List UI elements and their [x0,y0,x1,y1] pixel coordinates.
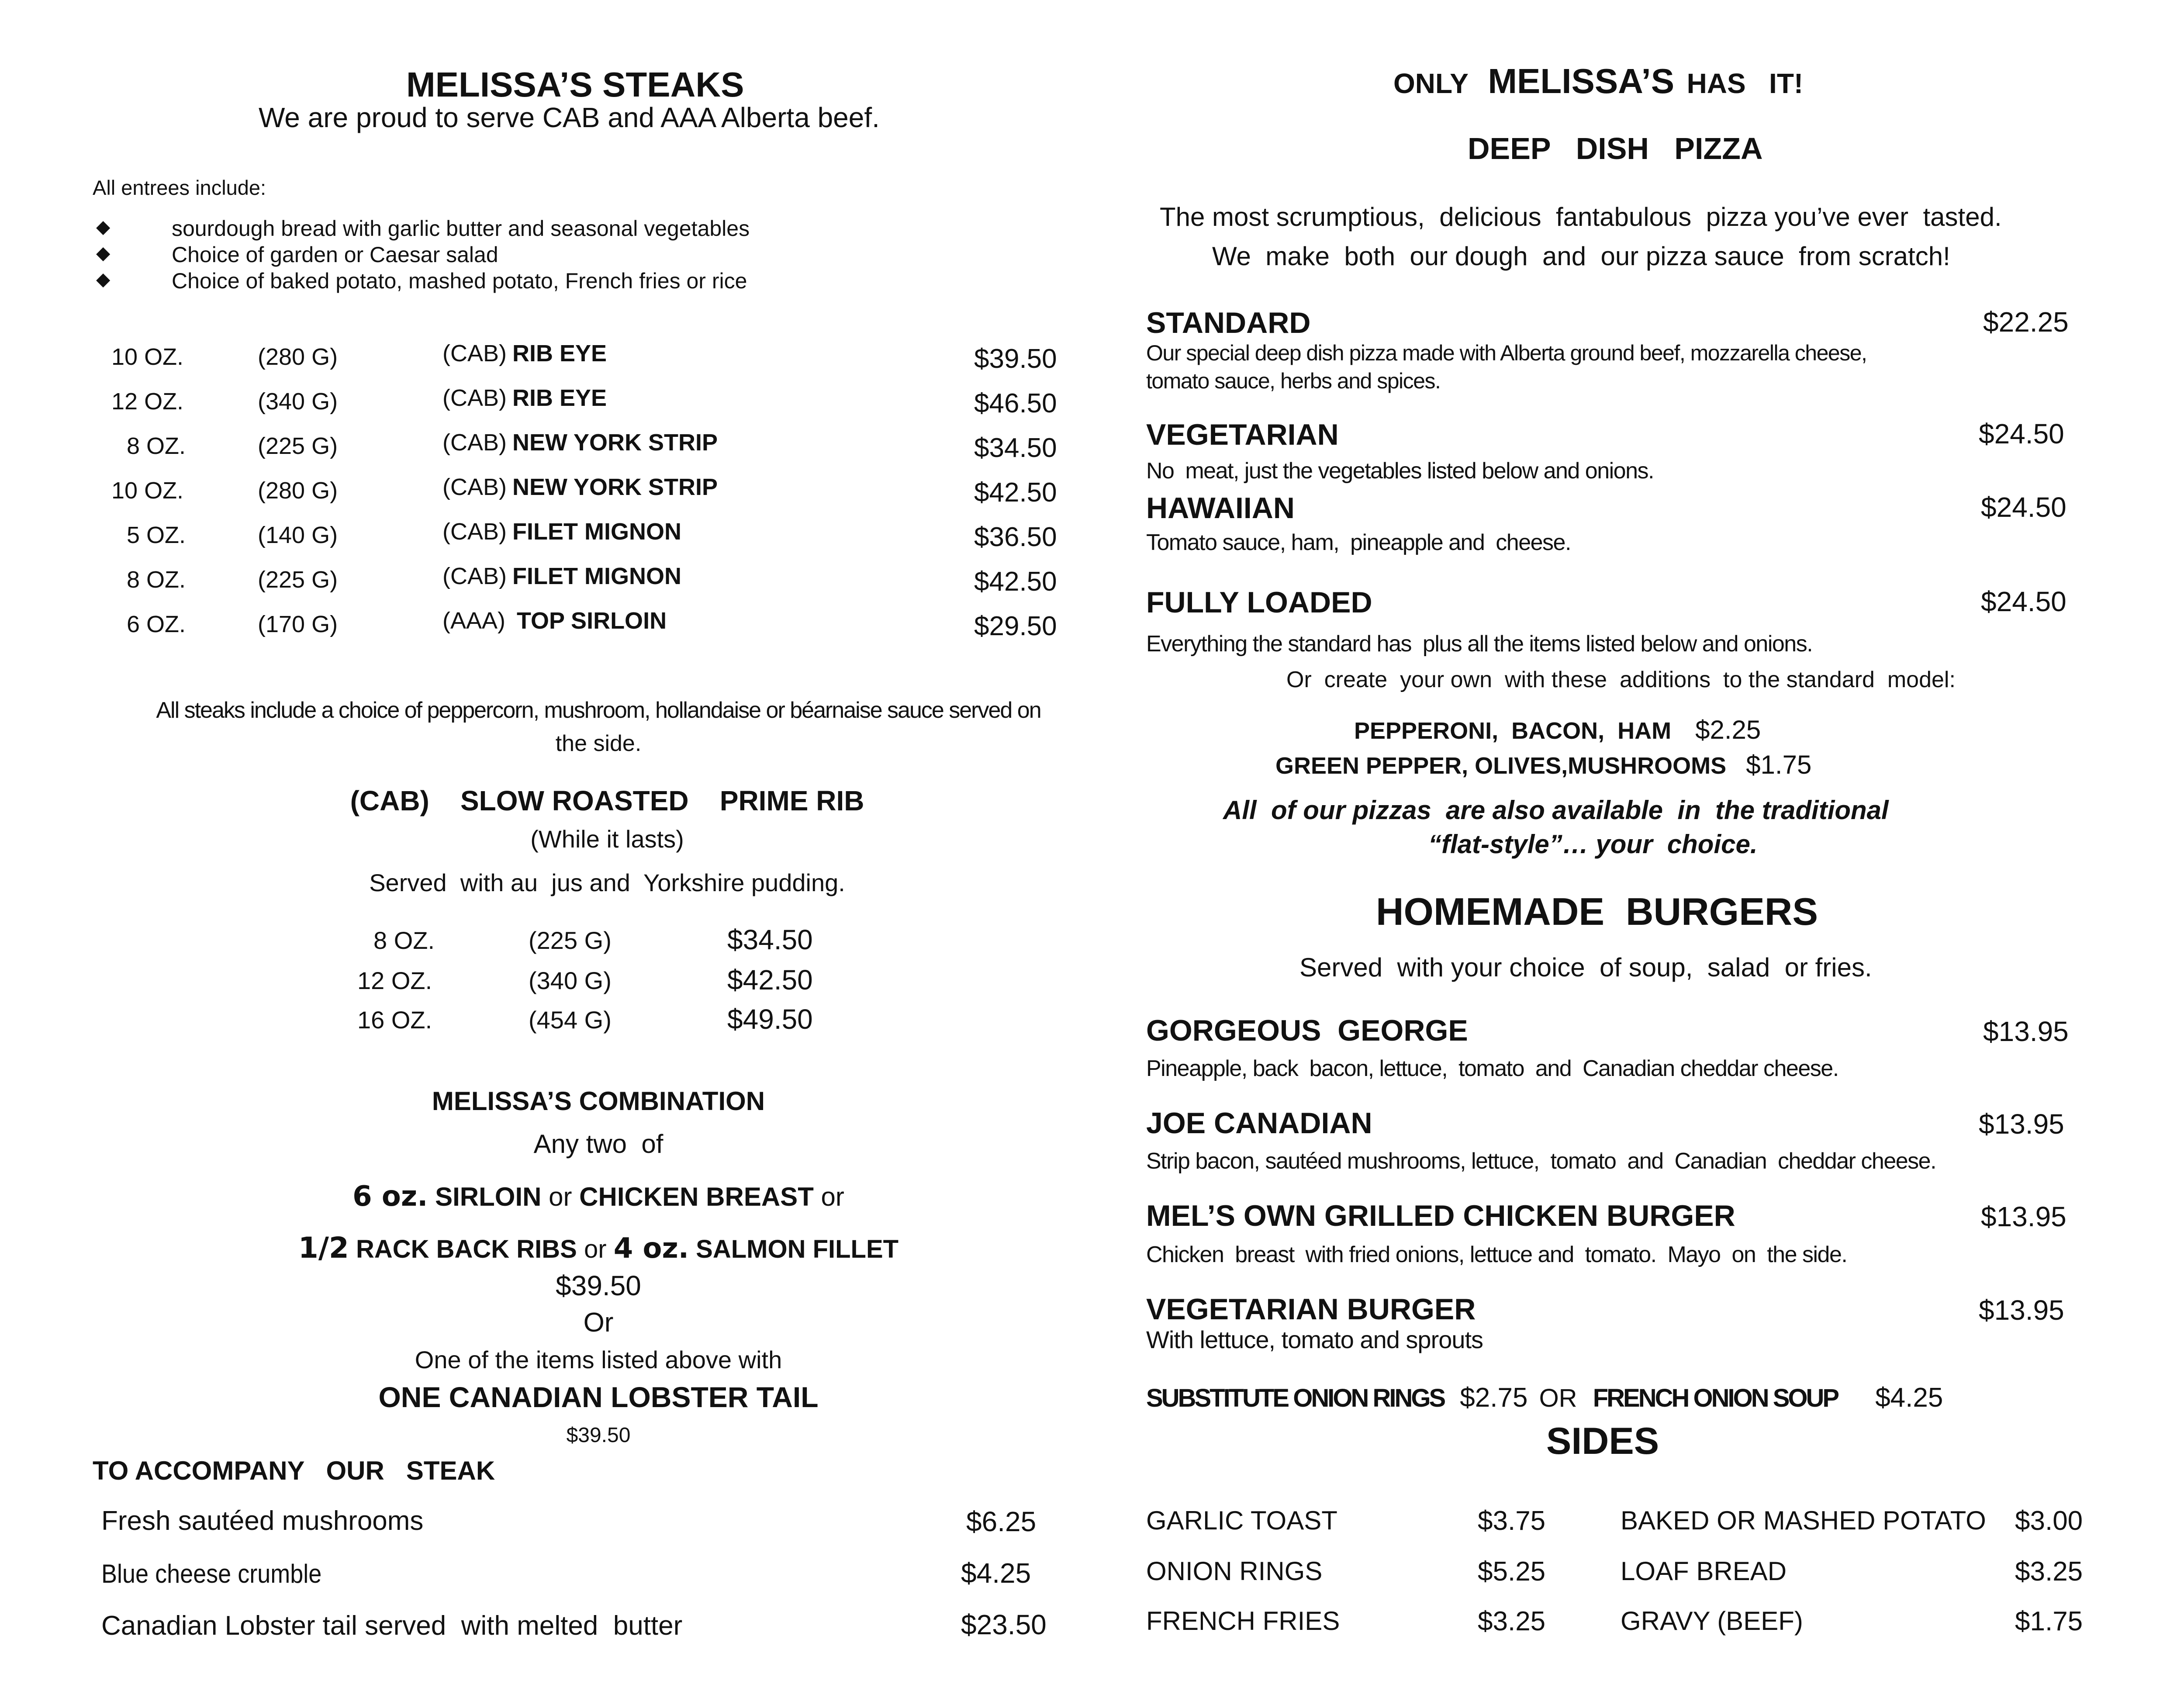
prime-rib-grams: (454 G) [529,1006,612,1034]
burger-desc: Chicken breast with fried onions, lettuce and tomato. Mayo on the side. [1146,1242,1847,1267]
combo-oz: 6 oz. [352,1180,428,1213]
steak-price: $42.50 [974,477,1057,508]
prime-rib-grams: (225 G) [529,927,612,954]
steak-grade: (AAA) [442,608,506,634]
steak-oz: 12 OZ. [111,388,184,415]
headline-only: ONLY [1393,68,1469,99]
side-name: BAKED OR MASHED POTATO [1621,1506,1986,1535]
combo-any: Any two of [533,1129,663,1159]
burger-name: GORGEOUS GEORGE [1146,1014,1468,1047]
include-item: Choice of baked potato, mashed potato, French fries or rice [172,269,747,293]
steak-oz: 8 OZ. [127,433,186,459]
steak-name: FILET MIGNON [512,563,681,589]
pizza-price: $24.50 [1979,418,2064,450]
substitute-price: $2.75 [1460,1383,1528,1413]
addition-row [1354,715,1761,745]
side-price: $3.25 [1478,1606,1546,1636]
combo-item: CHICKEN BREAST [579,1182,814,1211]
pizza-name: HAWAIIAN [1146,491,1295,525]
side-name: GARLIC TOAST [1146,1506,1337,1535]
substitute-onion-soup: FRENCH ONION SOUP [1593,1384,1838,1412]
burger-price: $13.95 [1979,1108,2064,1140]
headline-has-it: HAS IT! [1686,68,1804,99]
sauce-note-2: the side. [555,731,642,756]
steak-grams: (280 G) [258,477,338,504]
substitute-line [1146,1382,1943,1413]
burger-name: JOE CANADIAN [1146,1107,1372,1140]
addition-row [1275,750,1811,780]
steak-price: $46.50 [974,388,1057,419]
burger-price: $13.95 [1981,1201,2067,1232]
steak-grade: (CAB) [442,474,507,500]
pizza-intro-1: The most scrumptious, delicious fantabulous pizza you’ve ever tasted. [1160,202,2002,232]
prime-rib-oz: 16 OZ. [357,1006,432,1034]
combo-item: RACK BACK RIBS [356,1235,577,1263]
steak-oz: 5 OZ. [127,522,186,548]
steak-grams: (140 G) [258,522,338,548]
pizza-title: DEEP DISH PIZZA [1468,131,1763,166]
combo-line-1 [0,1180,1197,1213]
substitute-price: $4.25 [1875,1383,1943,1413]
substitute-onion-rings: SUBSTITUTE ONION RINGS [1146,1384,1444,1412]
burger-price: $13.95 [1983,1016,2069,1047]
addition-items: PEPPERONI, BACON, HAM [1354,718,1672,744]
combo-or: or [584,1235,607,1263]
burgers-title: HOMEMADE BURGERS [1376,890,1818,933]
flat-style-note-2: “flat-style”… your choice. [1428,830,1758,859]
headline-brand: MELISSA’S [1488,62,1675,100]
side-price: $1.75 [2015,1606,2083,1636]
steak-grams: (225 G) [258,433,338,459]
steak-grade: (CAB) [442,519,507,545]
prime-rib-note: (While it lasts) [530,825,684,853]
steak-grams: (280 G) [258,344,338,370]
burger-desc: Pineapple, back bacon, lettuce, tomato and Canadian cheddar cheese. [1146,1056,1838,1081]
side-price: $3.25 [2015,1557,2083,1587]
pizza-price: $24.50 [1981,586,2067,617]
steak-grade: (CAB) [442,429,507,456]
steak-oz: 8 OZ. [127,567,186,593]
prime-rib-served: Served with au jus and Yorkshire pudding. [369,869,845,896]
pizza-intro-2: We make both our dough and our pizza sauce from scratch! [1212,242,1950,271]
combo-item: SALMON FILLET [696,1235,899,1263]
prime-rib-oz: 8 OZ. [373,927,435,954]
combo-or: or [821,1182,844,1211]
burgers-served: Served with your choice of soup, salad or fries. [1299,953,1872,982]
pizza-desc: Our special deep dish pizza made with Alberta ground beef, mozzarella cheese, tomato sauce, herbs and spices. [1146,341,1867,393]
burger-price: $13.95 [1979,1294,2064,1326]
pizza-desc: Tomato sauce, ham, pineapple and cheese. [1146,530,1571,555]
burger-desc: Strip bacon, sautéed mushrooms, lettuce, tomato and Canadian cheddar cheese. [1146,1148,1936,1174]
bullet-icon: ◆ [96,242,111,263]
burger-name: VEGETARIAN BURGER [1146,1293,1476,1326]
bullet-icon: ◆ [96,269,111,289]
headline [1393,61,1803,101]
steak-name: FILET MIGNON [512,519,681,545]
accompany-name: Blue cheese crumble [101,1559,322,1588]
steak-name: NEW YORK STRIP [512,429,718,456]
steak-grams: (340 G) [258,388,338,415]
steak-grams: (170 G) [258,611,338,637]
combo-item: SIRLOIN [435,1182,542,1211]
side-price: $5.25 [1478,1557,1546,1587]
addition-price: $1.75 [1746,750,1812,779]
steak-price: $29.50 [974,611,1057,641]
accompany-price: $4.25 [961,1557,1031,1589]
combo-oz: 4 oz. [613,1232,689,1265]
addition-items: GREEN PEPPER, OLIVES,MUSHROOMS [1275,753,1727,779]
sides-title: SIDES [1546,1420,1659,1462]
addition-price: $2.25 [1695,715,1761,744]
include-item: sourdough bread with garlic butter and seasonal vegetables [172,216,750,241]
accompany-name: Canadian Lobster tail served with melted butter [101,1611,683,1641]
prime-rib-title: (CAB) SLOW ROASTED PRIME RIB [350,785,864,816]
pizza-name: VEGETARIAN [1146,418,1339,451]
pizza-name: STANDARD [1146,306,1311,339]
substitute-or: OR [1539,1384,1577,1412]
pizza-name: FULLY LOADED [1146,586,1372,619]
steak-grade: (CAB) [442,385,507,411]
pizza-burger-column [1109,0,2184,1688]
steak-price: $39.50 [974,344,1057,374]
bullet-icon: ◆ [96,216,111,237]
combo-line-2 [0,1231,1197,1265]
flat-style-note: All of our pizzas are also available in the traditional [1223,796,1889,825]
steak-grade: (CAB) [442,563,507,589]
steak-name: RIB EYE [512,340,607,367]
accompany-price: $6.25 [966,1506,1037,1537]
burger-desc: With lettuce, tomato and sprouts [1146,1326,1483,1353]
entrees-intro: All entrees include: [93,176,266,199]
create-own: Or create your own with these additions to the standard model: [1286,667,1956,692]
prime-rib-oz: 12 OZ. [357,967,432,994]
pizza-price: $24.50 [1981,491,2067,523]
sauce-note: All steaks include a choice of peppercorn, mushroom, hollandaise or béarnaise sauce served on [156,698,1041,723]
side-name: FRENCH FRIES [1146,1606,1340,1636]
accompany-title: TO ACCOMPANY OUR STEAK [93,1456,495,1485]
burger-name: MEL’S OWN GRILLED CHICKEN BURGER [1146,1199,1735,1232]
side-name: LOAF BREAD [1621,1557,1787,1586]
side-name: GRAVY (BEEF) [1621,1606,1803,1636]
combo-lobster: ONE CANADIAN LOBSTER TAIL [378,1381,819,1413]
steak-name: TOP SIRLOIN [517,608,667,634]
steak-name: NEW YORK STRIP [512,474,718,500]
prime-rib-grams: (340 G) [529,967,612,994]
steak-price: $34.50 [974,433,1057,463]
steak-grade: (CAB) [442,340,507,367]
side-name: ONION RINGS [1146,1557,1323,1586]
pizza-price: $22.25 [1983,306,2069,338]
steaks-subtitle: We are proud to serve CAB and AAA Alberta beef. [259,102,880,133]
accompany-price: $23.50 [961,1609,1047,1640]
combo-oz: 1/2 [298,1231,349,1265]
pizza-desc: No meat, just the vegetables listed below and onions. [1146,458,1654,484]
steak-price: $36.50 [974,522,1057,552]
side-price: $3.00 [2015,1506,2083,1536]
combo-items-with: One of the items listed above with [415,1346,782,1373]
steaks-title: MELISSA’S STEAKS [406,65,744,104]
prime-rib-price: $42.50 [727,964,813,996]
steak-name: RIB EYE [512,385,607,411]
steak-price: $42.50 [974,567,1057,597]
combo-price: $39.50 [556,1270,641,1301]
pizza-desc: Everything the standard has plus all the items listed below and onions. [1146,631,1813,657]
steak-oz: 10 OZ. [111,477,184,504]
include-item: Choice of garden or Caesar salad [172,242,498,267]
prime-rib-price: $34.50 [727,924,813,955]
steak-oz: 10 OZ. [111,344,184,370]
side-price: $3.75 [1478,1506,1546,1536]
steak-grams: (225 G) [258,567,338,593]
steak-oz: 6 OZ. [127,611,186,637]
combo-title: MELISSA’S COMBINATION [432,1086,765,1116]
combo-or: or [549,1182,572,1211]
accompany-name: Fresh sautéed mushrooms [101,1506,424,1536]
combo-lobster-price: $39.50 [566,1424,631,1447]
prime-rib-price: $49.50 [727,1003,813,1035]
combo-or-line: Or [583,1308,614,1338]
